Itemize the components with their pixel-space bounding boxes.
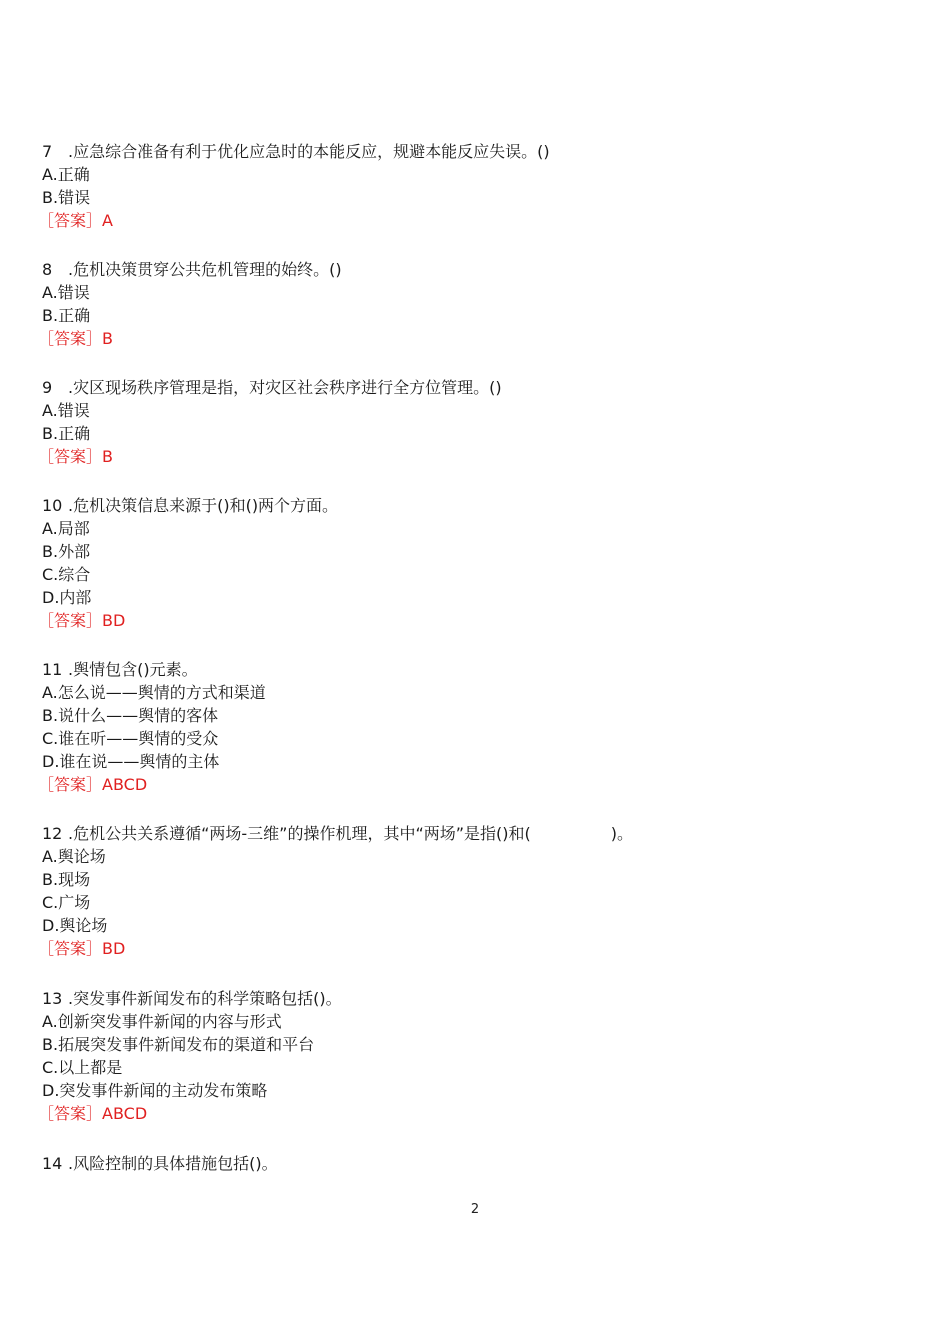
question-number: 11 — [42, 660, 63, 679]
question-number: 12 — [42, 824, 63, 843]
option: D.舆论场 — [42, 916, 108, 935]
question-8 — [38, 258, 902, 350]
option: C.综合 — [42, 565, 91, 584]
answer: ［答案］B — [38, 329, 113, 348]
option: B.外部 — [42, 542, 91, 561]
question-13 — [38, 987, 902, 1125]
question-10 — [38, 494, 902, 632]
answer: ［答案］ABCD — [38, 1104, 148, 1123]
question-14 — [42, 1152, 902, 1175]
answer: ［答案］BD — [38, 939, 126, 958]
option: A.怎么说——舆情的方式和渠道 — [42, 683, 266, 702]
question-number: 14 — [42, 1154, 63, 1173]
question-number: 10 — [42, 496, 63, 515]
question-text: .舆情包含()元素。 — [68, 660, 198, 679]
option: D.突发事件新闻的主动发布策略 — [42, 1081, 268, 1100]
question-12 — [38, 822, 902, 960]
option: A.局部 — [42, 519, 90, 538]
option: B.正确 — [42, 306, 91, 325]
question-text: .风险控制的具体措施包括()。 — [68, 1154, 278, 1173]
question-7 — [38, 140, 902, 232]
question-number: 9 — [42, 378, 53, 397]
question-text: .灾区现场秩序管理是指，对灾区社会秩序进行全方位管理。() — [68, 378, 502, 397]
question-text: .危机决策信息来源于()和()两个方面。 — [68, 496, 339, 515]
option: B.错误 — [42, 188, 91, 207]
question-number: 8 — [42, 260, 53, 279]
answer: ［答案］ABCD — [38, 775, 148, 794]
question-text: .危机决策贯穿公共危机管理的始终。() — [68, 260, 342, 279]
option: A.正确 — [42, 165, 90, 184]
option: C.广场 — [42, 893, 91, 912]
question-11 — [38, 658, 902, 796]
option: A.创新突发事件新闻的内容与形式 — [42, 1012, 282, 1031]
option: A.错误 — [42, 401, 90, 420]
answer: ［答案］B — [38, 447, 113, 466]
option: B.现场 — [42, 870, 91, 889]
question-number: 13 — [42, 989, 63, 1008]
question-text: .危机公共关系遵循“两场-三维”的操作机理，其中“两场”是指()和( )。 — [68, 824, 633, 843]
question-text: .突发事件新闻发布的科学策略包括()。 — [68, 989, 342, 1008]
option: B.正确 — [42, 424, 91, 443]
page-number: 2 — [470, 1202, 480, 1217]
answer: ［答案］BD — [38, 611, 126, 630]
question-9 — [38, 376, 902, 468]
option: A.错误 — [42, 283, 90, 302]
option: B.拓展突发事件新闻发布的渠道和平台 — [42, 1035, 315, 1054]
option: D.内部 — [42, 588, 92, 607]
option: C.以上都是 — [42, 1058, 123, 1077]
option: C.谁在听——舆情的受众 — [42, 729, 219, 748]
option: D.谁在说——舆情的主体 — [42, 752, 220, 771]
option: B.说什么——舆情的客体 — [42, 706, 219, 725]
question-text: .应急综合准备有利于优化应急时的本能反应，规避本能反应失误。() — [68, 142, 550, 161]
question-number: 7 — [42, 142, 53, 161]
answer: ［答案］A — [38, 211, 113, 230]
option: A.舆论场 — [42, 847, 106, 866]
